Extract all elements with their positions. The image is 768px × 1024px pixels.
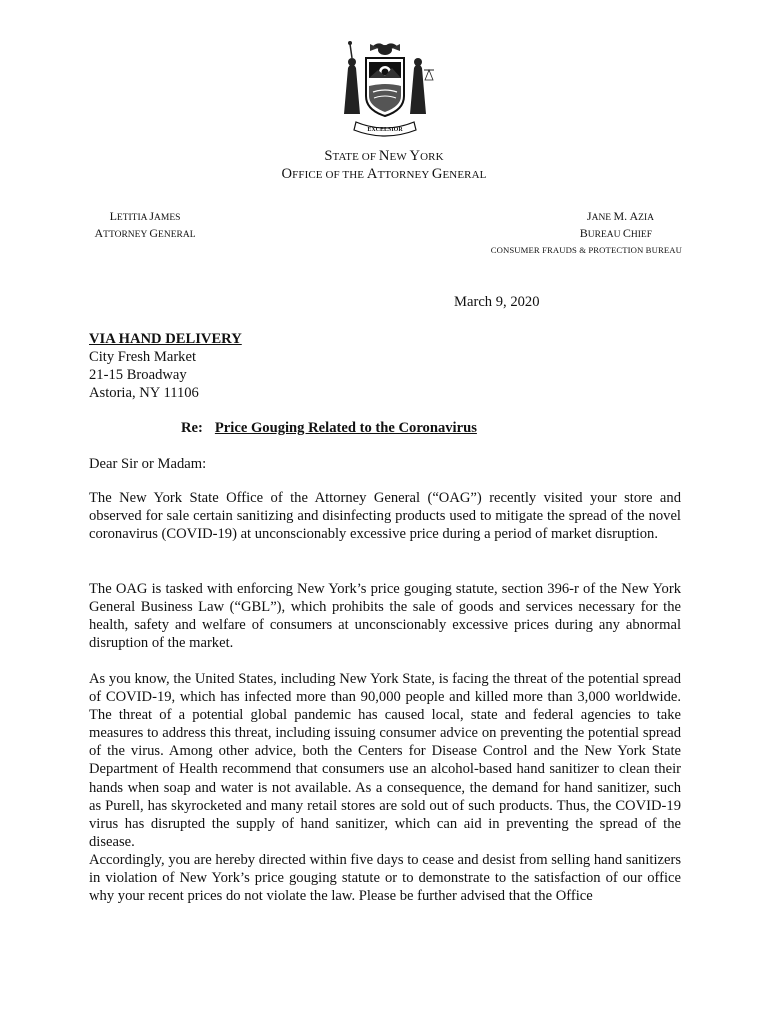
bureau-name: CONSUMER FRAUDS & PROTECTION BUREAU bbox=[490, 245, 682, 255]
attorney-general-title: ATTORNEY GENERAL bbox=[94, 226, 196, 240]
salutation: Dear Sir or Madam: bbox=[89, 456, 207, 472]
re-subject: Price Gouging Related to the Coronavirus bbox=[214, 420, 477, 436]
bureau-chief-block bbox=[422, 209, 682, 258]
recipient-address bbox=[89, 330, 242, 402]
recipient-name: City Fresh Market bbox=[89, 349, 197, 365]
bureau-chief-title: BUREAU CHIEF bbox=[579, 226, 652, 240]
re-label: Re: bbox=[181, 420, 203, 436]
attorney-general-name: LETITIA JAMES bbox=[109, 209, 181, 223]
seal-motto: EXCELSIOR bbox=[367, 127, 403, 133]
subject-line bbox=[181, 420, 477, 437]
body-paragraph: The New York State Office of the Attorney General (“OAG”) recently visited your store and observed for sale certain sanitizing and disinfecting products used to mitigate the spread of the novel coronavirus (COVID-19) at unconscionably excessive price during a period of market disruption. bbox=[89, 490, 681, 543]
delivery-method: VIA HAND DELIVERY bbox=[89, 331, 242, 347]
letter-date: March 9, 2020 bbox=[454, 294, 540, 310]
new-york-state-seal bbox=[326, 38, 444, 138]
recipient-city: Astoria, NY 11106 bbox=[89, 385, 199, 401]
body-paragraph: As you know, the United States, including New York State, is facing the threat of the potential spread of COVID-19, which has infected more than 90,000 people and killed more than 3,000 worldwide. The threat of a potential global pandemic has caused local, state and federal agencies to take measures to address this threat, including issuing consumer advice on preventing the potential spread of the virus. Among other advice, both the Centers for Disease Control and the New York State Department of Health recommend that consumers use an alcohol-based hand sanitizer to clean their hands when soap and water is not available. As a consequence, the demand for hand sanitizer, such as Purell, has skyrocketed and many retail stores are sold out of such products. Thus, the COVID-19 virus has disrupted the supply of hand sanitizer, which can aid in preventing the spread of the disease. bbox=[89, 671, 681, 850]
recipient-street: 21-15 Broadway bbox=[89, 367, 187, 383]
body-paragraph: Accordingly, you are hereby directed within five days to cease and desist from selling hand sanitizers in violation of New York’s price gouging statute or to demonstrate to the satisfaction of our office why your recent prices do not violate the law. Please be further advised that the Office bbox=[89, 852, 681, 905]
attorney-general-block bbox=[75, 209, 215, 243]
state-heading: STATE OF NEW YORK bbox=[324, 148, 444, 164]
bureau-chief-name: JANE M. AZIA bbox=[586, 209, 654, 223]
office-heading: OFFICE OF THE ATTORNEY GENERAL bbox=[281, 166, 487, 182]
body-paragraph: The OAG is tasked with enforcing New York’s price gouging statute, section 396-r of the New York General Business Law (“GBL”), which prohibits the sale of goods and services necessary for the health, safety and welfare of consumers at unconscionably excessive prices during any abnormal disruption of the market. bbox=[89, 581, 681, 652]
